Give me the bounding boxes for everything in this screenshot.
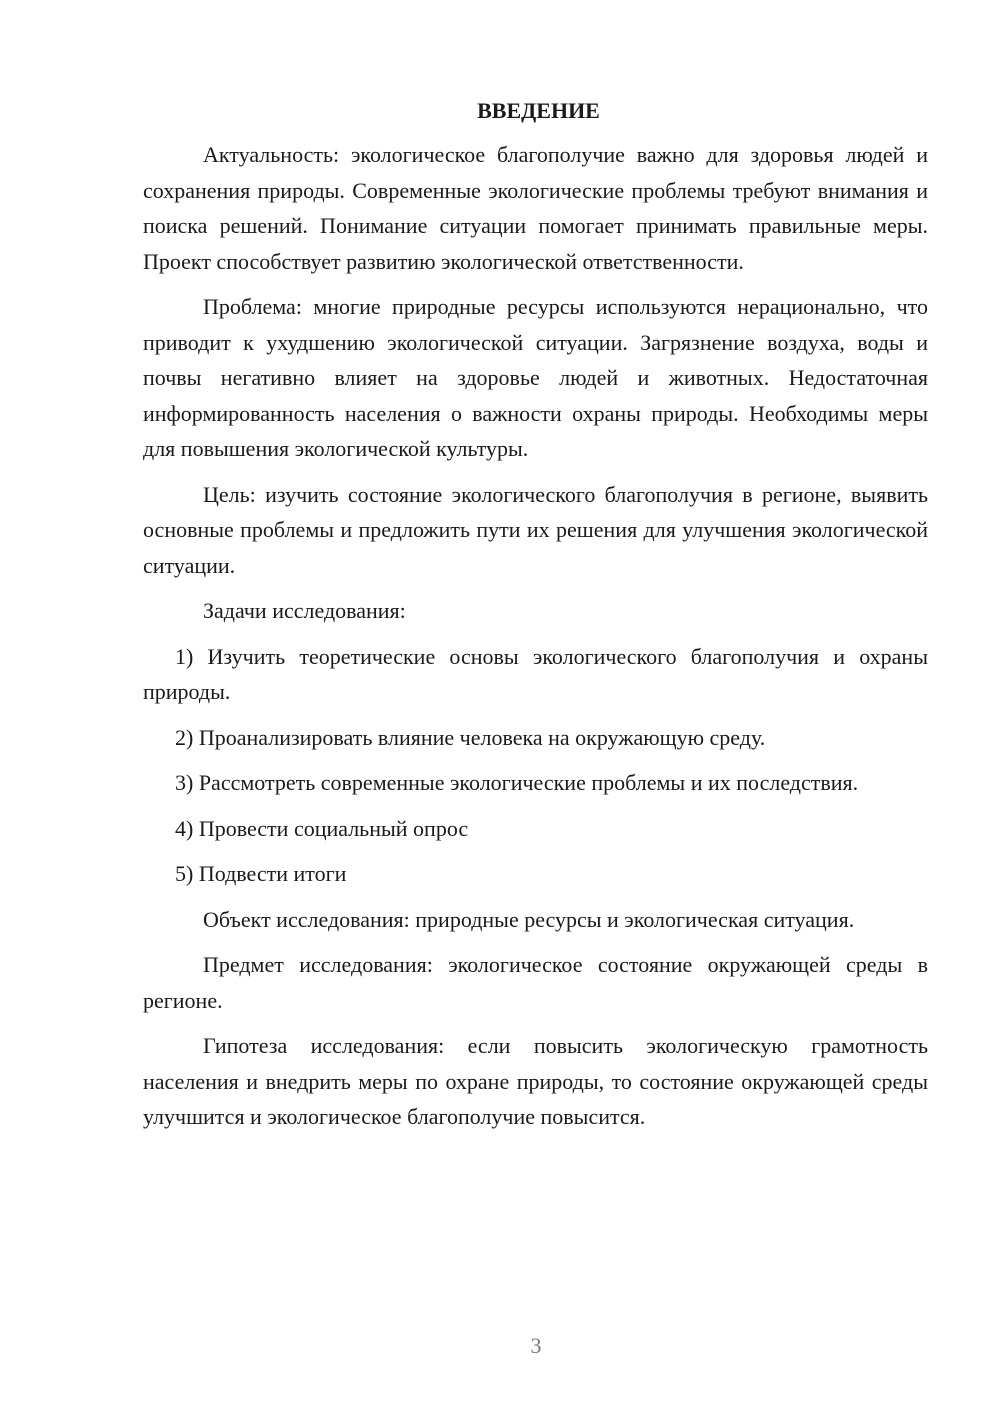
task-item-2: 2) Проанализировать влияние человека на окружающую среду. [175,724,766,750]
paragraph-hypothesis: Гипотеза исследования: если повысить экологическую грамотность населения и внедрить меры по охране природы, то состояние окружающей среды улучшится и экологическое благополучие повысится. [143,1033,928,1129]
paragraph-goal: Цель: изучить состояние экологического благополучия в регионе, выявить основные проблемы и предложить пути их решения для улучшения экологической ситуации. [143,481,928,578]
tasks-heading: Задачи исследования: [203,598,406,623]
paragraph-object: Объект исследования: природные ресурсы и экологическая ситуация. [203,906,855,932]
task-item-3: 3) Рассмотреть современные экологические проблемы и их последствия. [175,770,859,795]
paragraph-problem: Проблема: многие природные ресурсы используются нерационально, что приводит к ухудшению экологической ситуации. Загрязнение воздуха, воды и почвы негативно влияет на здоровье людей и животных. Недостаточная информированность населения о важности охраны природы. Необходимы меры для повышения экологической культуры. [143,294,928,461]
page-title: ВВЕДЕНИЕ [477,98,600,123]
task-item-5: 5) Подвести итоги [175,861,347,886]
page-content [143,93,928,1145]
paragraph-subject: Предмет исследования: экологическое состояние окружающей среды в регионе. [143,952,928,1013]
paragraph-relevance: Актуальность: экологическое благополучие важно для здоровья людей и сохранения природы. Современные экологические проблемы требуют внимания и поиска решений. Понимание ситуации помогает принимать правильные меры. Проект способствует развитию экологической ответственности. [143,142,928,274]
tasks-list [143,639,928,892]
page-number: 3 [530,1333,542,1358]
task-item-1: 1) Изучить теоретические основы экологического благополучия и охраны природы. [143,643,928,704]
task-item-4: 4) Провести социальный опрос [175,815,469,841]
